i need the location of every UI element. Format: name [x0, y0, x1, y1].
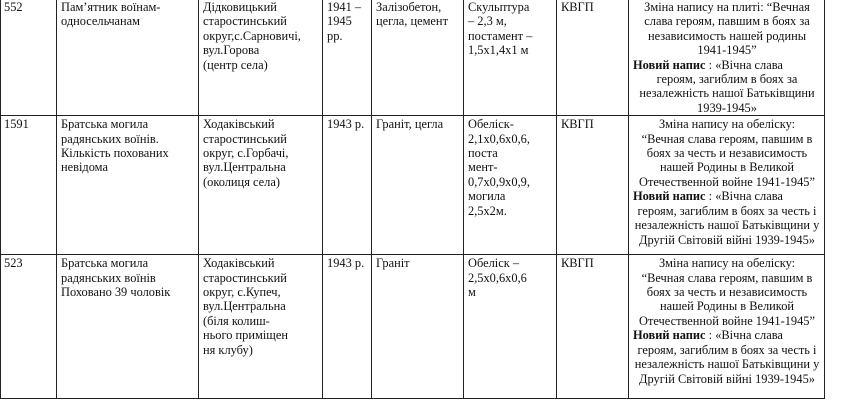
change-title: Зміна напису на обеліску: [658, 256, 796, 271]
old-inscription-line: боях за честь и независимость [646, 146, 808, 161]
monument-address-line: (центр села) [203, 57, 268, 72]
change-title: Зміна напису на обеліску: [658, 117, 796, 132]
monument-dimensions [464, 255, 557, 399]
new-inscription-heading [633, 189, 821, 203]
monument-address-line: Ходаківський [203, 256, 275, 271]
inscription-change [629, 116, 825, 255]
new-inscription-heading [633, 58, 821, 72]
new-inscription-label: Новий напис [633, 189, 706, 204]
old-inscription-line: 1941-1945” [697, 43, 757, 58]
table-row [1, 116, 825, 255]
monument-dimensions-line: 0,7х0,9х0,9, [468, 174, 530, 189]
monument-dimensions-line: Обеліск- [468, 117, 514, 132]
monument-material [372, 255, 464, 399]
monument-year-line: 1941 – [327, 0, 362, 14]
monument-address-line: Дідковицький [203, 0, 277, 14]
monument-year-line: рр. [327, 28, 343, 43]
monument-dimensions-line: могила [468, 189, 506, 204]
monument-material-line: цегла, цемент [376, 14, 448, 29]
old-inscription-line: “Вечная слава героям, павшим в [641, 270, 813, 285]
inscription-change [629, 255, 825, 399]
monument-year [323, 255, 372, 399]
monument-name-line: Пам’ятник воїнам- [61, 0, 161, 14]
monument-year [323, 116, 372, 255]
monument-material-line: Граніт [376, 256, 410, 271]
inscription-change [629, 0, 825, 116]
record-number: 552 [1, 0, 57, 116]
new-inscription-heading [633, 328, 821, 342]
monument-address-line: нього приміщен [203, 328, 288, 343]
monument-address-line: округ, с.Купеч, [203, 285, 281, 300]
table-body [1, 0, 825, 399]
monument-name-line: Поховано 39 чоловік [61, 285, 171, 300]
old-inscription-line: Отечественной войне 1941-1945” [639, 313, 815, 328]
old-inscription-line: Отечественной войне 1941-1945” [639, 174, 815, 189]
old-inscription-line: “Вечная слава героям, павшим в [641, 131, 813, 146]
monument-year [323, 0, 372, 116]
table-row [1, 255, 825, 399]
monument-dimensions-line: постамент – [468, 28, 533, 43]
monument-dimensions-line: 1,5х1,4х1 м [468, 43, 529, 58]
monument-name-line: Братська могила [61, 256, 149, 271]
monument-address-line: округ, с.Горбачі, [203, 146, 289, 161]
old-inscription-line: нашей Родины в Великой [659, 160, 795, 175]
record-number: 523 [1, 255, 57, 399]
monument-address-line: старостинський [203, 131, 287, 146]
new-inscription-line: незалежність нашої Батьківщини у [634, 218, 820, 233]
monument-dimensions [464, 0, 557, 116]
record-number: 1591 [1, 116, 57, 255]
new-inscription-first-line: : «Вічна слава [708, 189, 783, 204]
monument-dimensions-line: – 2,3 м, [468, 14, 507, 29]
new-inscription-line: незалежність нашої Батьківщини у [634, 357, 820, 372]
new-inscription-label: Новий напис [633, 57, 706, 72]
monument-dimensions-line: Скульптура [468, 0, 530, 14]
new-inscription-line: героям, загиблим в боях за честь і [637, 342, 817, 357]
monument-dimensions-line: Обеліск – [468, 256, 520, 271]
new-inscription-line: незалежність нашої Батьківщини [639, 86, 815, 101]
monument-address-line: вул.Горова [203, 43, 260, 58]
monument-owner: КВГП [557, 116, 629, 255]
monument-year-line: 1943 р. [327, 256, 365, 271]
monument-name-line: радянських воїнів. [61, 131, 159, 146]
table-row [1, 0, 825, 116]
monument-name-line: радянських воїнів [61, 270, 156, 285]
monument-name [57, 255, 199, 399]
monument-year-line: 1943 р. [327, 117, 365, 132]
old-inscription-line: боях за честь и независимость [646, 285, 808, 300]
monument-dimensions-line: мент- [468, 160, 498, 175]
monument-address [199, 116, 323, 255]
monument-name [57, 0, 199, 116]
monument-address-line: (біля колиш- [203, 313, 270, 328]
new-inscription-first-line: : «Вічна слава [708, 57, 783, 72]
monument-address [199, 0, 323, 116]
old-inscription-line: независимость нашей родины [647, 28, 807, 43]
monument-dimensions-line: 2,1х0,6х0,6, [468, 131, 530, 146]
new-inscription-line: Другій Світовій війні 1939-1945» [639, 232, 815, 247]
change-title: Зміна напису на плиті: “Вечная [644, 0, 810, 14]
new-inscription-label: Новий напис [633, 328, 706, 343]
monument-name-line: Братська могила [61, 117, 149, 132]
monument-name-line: невідома [61, 160, 108, 175]
old-inscription-line: нашей Родины в Великой [659, 299, 795, 314]
monument-dimensions [464, 116, 557, 255]
new-inscription-first-line: : «Вічна слава [708, 328, 783, 343]
monument-address-line: старостинський [203, 270, 287, 285]
monument-material [372, 0, 464, 116]
monument-dimensions-line: м [468, 285, 476, 300]
monument-address-line: ня клубу) [203, 342, 253, 357]
monument-address-line: вул.Центральна [203, 160, 286, 175]
monument-dimensions-line: поста [468, 146, 498, 161]
monument-name [57, 116, 199, 255]
monument-address-line: вул.Центральна [203, 299, 286, 314]
monument-owner: КВГП [557, 0, 629, 116]
new-inscription-line: Другій Світовій війні 1939-1945» [639, 371, 815, 386]
monument-material-line: Залізобетон, [376, 0, 442, 14]
monument-address-line: округ,с.Сарновичі, [203, 28, 301, 43]
monument-name-line: односельчанам [61, 14, 141, 29]
monument-owner: КВГП [557, 255, 629, 399]
new-inscription-line: 1939-1945» [697, 100, 757, 115]
new-inscription-line: героям, загиблим в боях за [656, 72, 798, 87]
monument-material-line: Граніт, цегла [376, 117, 444, 132]
monument-address-line: Ходаківський [203, 117, 275, 132]
monument-dimensions-line: 2,5х0,6х0,6 [468, 270, 527, 285]
monument-dimensions-line: 2,5х2м. [468, 203, 507, 218]
monument-year-line: 1945 [327, 14, 352, 29]
old-inscription-line: слава героям, павшим в боях за [644, 14, 810, 29]
new-inscription-line: героям, загиблим в боях за честь і [637, 203, 817, 218]
monument-material [372, 116, 464, 255]
monument-address [199, 255, 323, 399]
monument-name-line: Кількість похованих [61, 146, 169, 161]
monument-address-line: (околиця села) [203, 174, 280, 189]
monument-address-line: старостинський [203, 14, 287, 29]
